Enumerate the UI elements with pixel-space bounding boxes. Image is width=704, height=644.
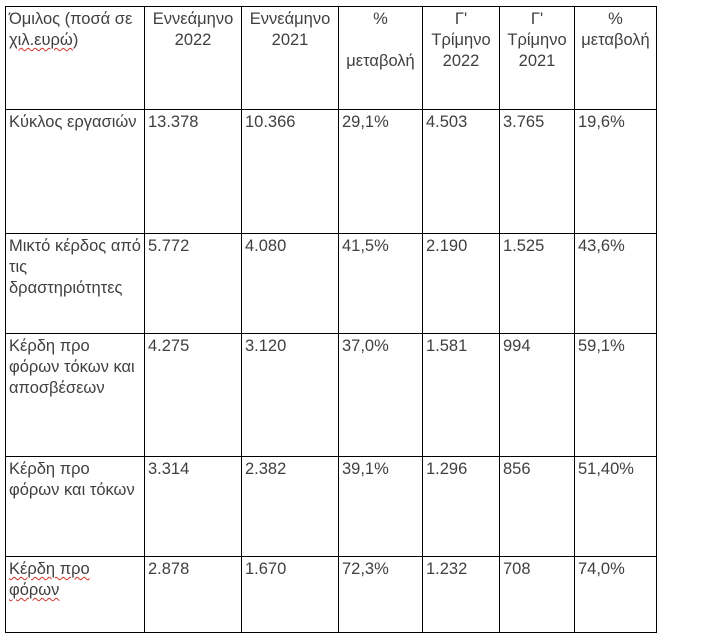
cell-nm-change: 72,3%	[339, 557, 423, 633]
cell-q2021: 3.765	[500, 110, 575, 234]
table-row	[6, 234, 657, 334]
table-row	[6, 334, 657, 457]
cell-nm2022: 5.772	[145, 234, 242, 334]
row-label: Κέρδη προ φόρων τόκων και αποσβέσεων	[6, 334, 145, 457]
header-nine-months-change: % μεταβολή	[339, 7, 423, 110]
cell-nm2021: 3.120	[242, 334, 339, 457]
header-group-label: Όμιλος (ποσά σε χιλ.ευρώ)	[6, 7, 145, 110]
cell-nm2022: 4.275	[145, 334, 242, 457]
header-q3-2021: Γ' Τρίμηνο 2021	[500, 7, 575, 110]
cell-nm-change: 41,5%	[339, 234, 423, 334]
table-row	[6, 110, 657, 234]
header-q3-2022: Γ' Τρίμηνο 2022	[423, 7, 500, 110]
table-row	[6, 557, 657, 633]
header-nine-months-2022: Εννεάμηνο 2022	[145, 7, 242, 110]
table-row	[6, 457, 657, 557]
cell-q-change: 51,40%	[575, 457, 657, 557]
cell-q2021: 1.525	[500, 234, 575, 334]
header-nine-months-2021: Εννεάμηνο 2021	[242, 7, 339, 110]
cell-q2021: 994	[500, 334, 575, 457]
financial-results-table	[5, 6, 657, 633]
cell-q-change: 19,6%	[575, 110, 657, 234]
cell-q2021: 708	[500, 557, 575, 633]
cell-q2022: 1.232	[423, 557, 500, 633]
header-q3-change: % μεταβολή	[575, 7, 657, 110]
cell-q-change: 74,0%	[575, 557, 657, 633]
cell-q2021: 856	[500, 457, 575, 557]
cell-q2022: 1.581	[423, 334, 500, 457]
cell-nm2022: 2.878	[145, 557, 242, 633]
cell-nm-change: 29,1%	[339, 110, 423, 234]
cell-q2022: 2.190	[423, 234, 500, 334]
row-label: Μικτό κέρδος από τις δραστηριότητες	[6, 234, 145, 334]
cell-nm2022: 3.314	[145, 457, 242, 557]
row-label: Κέρδη προ φόρων και τόκων	[6, 457, 145, 557]
cell-nm-change: 37,0%	[339, 334, 423, 457]
cell-q2022: 1.296	[423, 457, 500, 557]
table-header-row	[6, 7, 657, 110]
cell-q2022: 4.503	[423, 110, 500, 234]
cell-nm2021: 10.366	[242, 110, 339, 234]
row-label: Κέρδη προ φόρων	[6, 557, 145, 633]
cell-q-change: 43,6%	[575, 234, 657, 334]
row-label: Κύκλος εργασιών	[6, 110, 145, 234]
cell-nm-change: 39,1%	[339, 457, 423, 557]
cell-q-change: 59,1%	[575, 334, 657, 457]
cell-nm2021: 1.670	[242, 557, 339, 633]
cell-nm2021: 2.382	[242, 457, 339, 557]
cell-nm2022: 13.378	[145, 110, 242, 234]
cell-nm2021: 4.080	[242, 234, 339, 334]
